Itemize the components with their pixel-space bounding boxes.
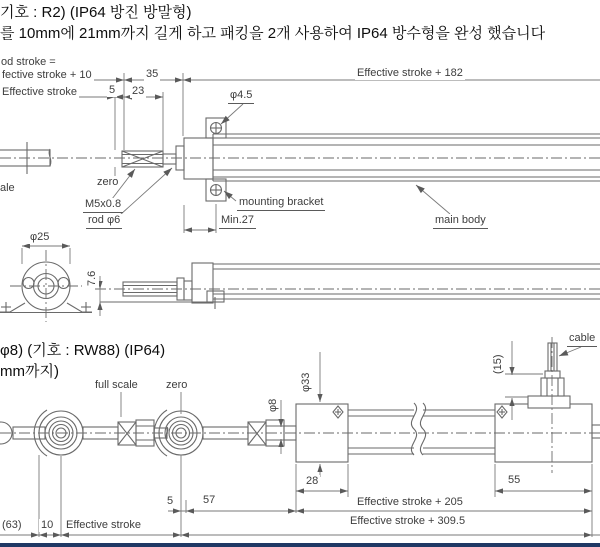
dim-effective-stroke-2: Effective stroke [66,519,141,531]
dim-55: 55 [508,474,521,486]
rod-dia-label: rod φ6 [86,214,122,229]
hole-dia-label: φ4.5 [228,89,254,104]
height-76-label: 7.6 [86,270,98,286]
dim-effective-stroke-plus-3095: Effective stroke + 309.5 [350,515,466,527]
dim-15-label: (15) [492,354,504,374]
dimension-arrows [22,77,592,537]
drawing2-title-line2: mm까지) [0,363,59,380]
dim-5-2: 5 [167,495,174,507]
bottom-border-bar [0,543,600,547]
dim-5: 5 [109,84,116,96]
rod-dia-8-label: φ8 [267,398,279,412]
dim-35: 35 [146,68,159,80]
dim-effective-stroke-plus-182: Effective stroke + 182 [357,67,463,79]
cable-label: cable [567,332,597,347]
dim-10: 10 [41,519,54,531]
rod-stroke-label: od stroke = [1,56,56,68]
dim-effective-stroke-plus-10: fective stroke + 10 [2,69,92,81]
thread-label: M5x0.8 [83,198,123,213]
full-scale-label: full scale [95,379,138,391]
zero-label-2: zero [166,379,188,391]
flange-dia-label: φ25 [30,231,50,243]
dim-63: (63) [2,519,22,531]
drawing2-title-line1: φ8) (기호 : RW88) (IP64) [0,342,166,359]
dimension-lines [0,73,600,537]
dim-23: 23 [132,85,145,97]
main-body-label: main body [433,214,488,229]
body-dia-33-label: φ33 [300,372,312,392]
mounting-bracket-label: mounting bracket [237,196,325,211]
zero-label-1: zero [97,176,119,188]
dim-effective-stroke-plus-205: Effective stroke + 205 [357,496,463,508]
dim-effective-stroke: Effective stroke [2,86,77,98]
dim-28: 28 [306,475,319,487]
header-line2: 를 10mm에 21mm까지 길게 하고 패킹을 2개 사용하여 IP64 방수형을 완성 했습니다 [0,25,546,42]
header-line1: 기호 : R2) (IP64 방진 방말형) [0,4,192,21]
drawing2-structure [0,343,600,462]
min-27-label: Min.27 [219,214,256,229]
dim-57: 57 [203,494,216,506]
full-scale-partial-label: ale [0,182,15,194]
